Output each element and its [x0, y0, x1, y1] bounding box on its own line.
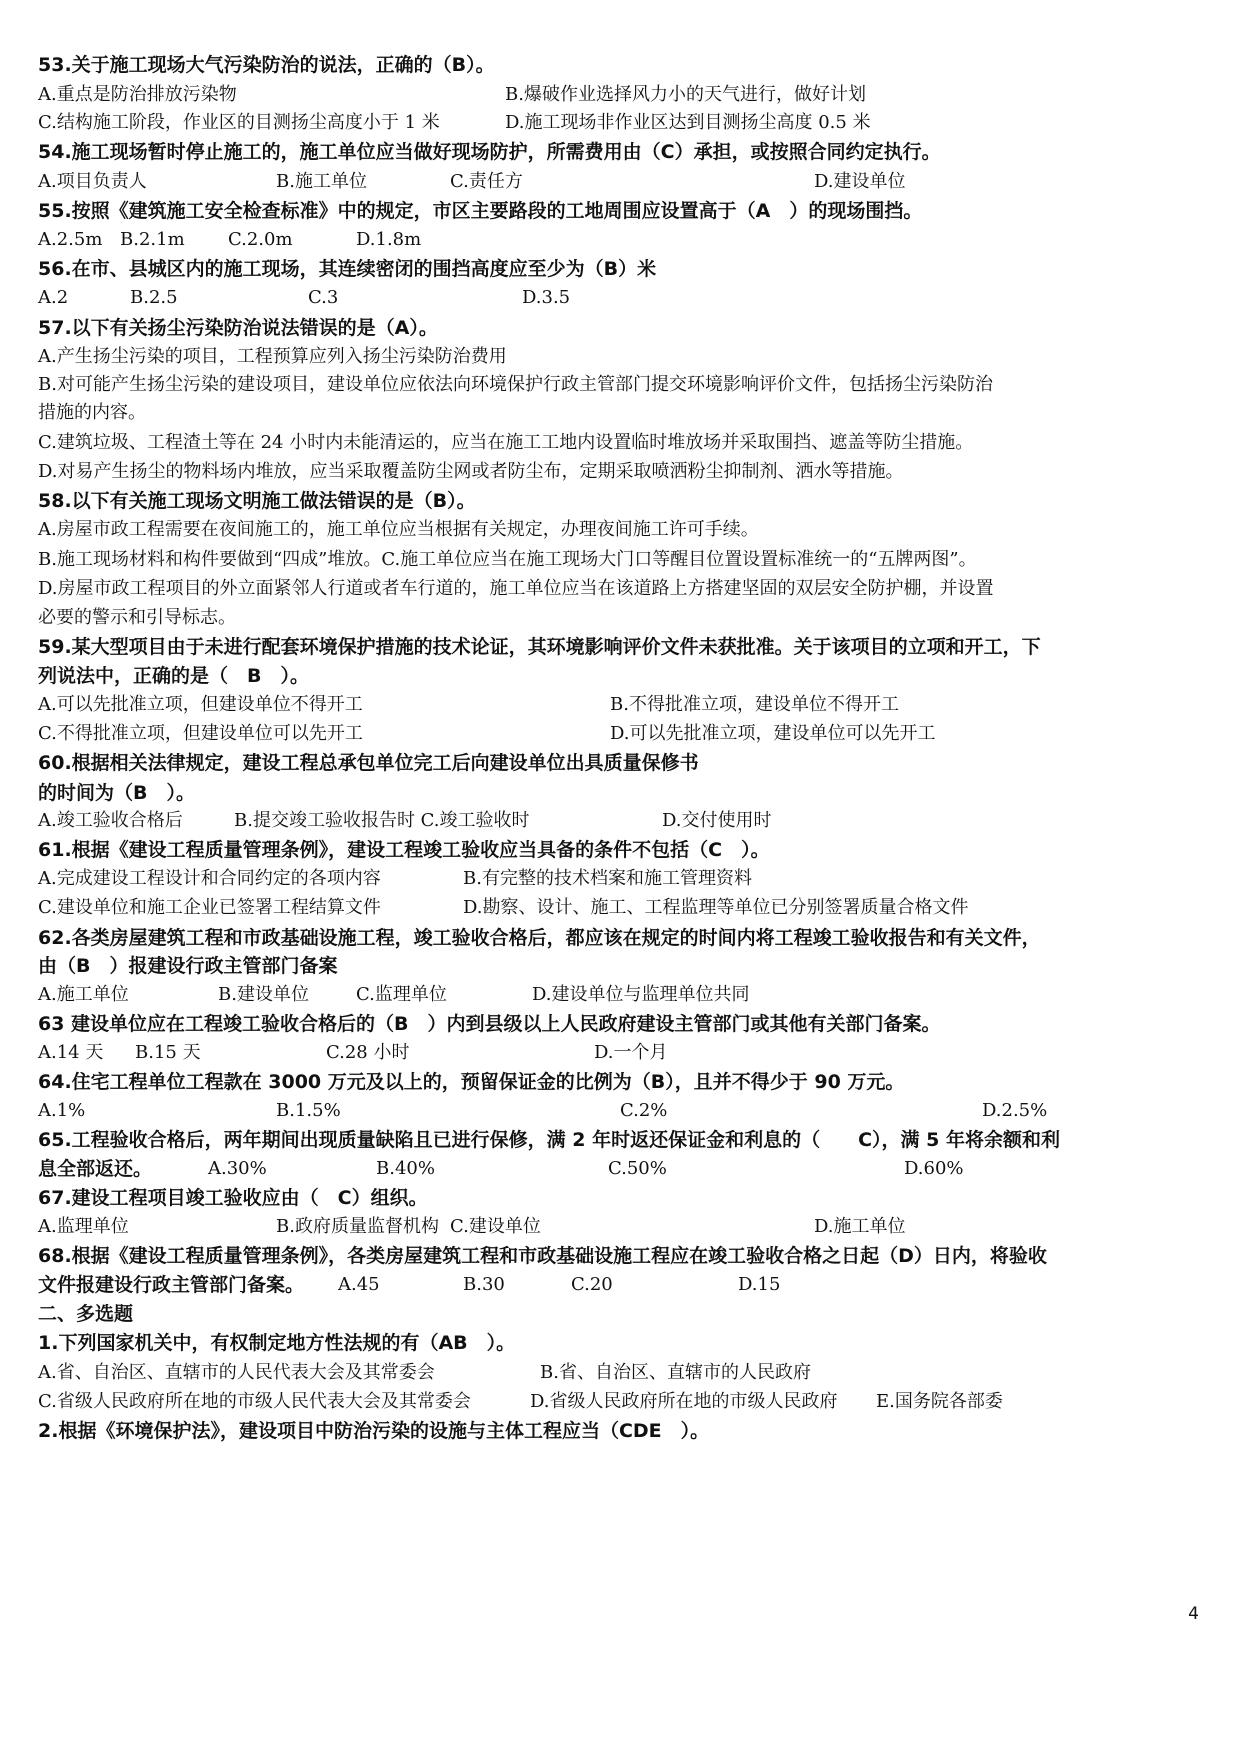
answer-option: B.省、自治区、直辖市的人民政府: [540, 1362, 811, 1383]
question-line: 1.下列国家机关中，有权制定地方性法规的有（AB ）。: [38, 1332, 516, 1354]
option-line: B.施工现场材料和构件要做到“四成”堆放。C.施工单位应当在施工现场大门口等醒目位置设置标准统一的“五牌两图”。: [38, 549, 977, 570]
answer-option: C.3: [308, 287, 339, 308]
question-line: 60.根据相关法律规定，建设工程总承包单位完工后向建设单位出具质量保修书: [38, 752, 699, 774]
answer-option: A.30%: [208, 1158, 267, 1179]
answer-option: C.2%: [620, 1100, 668, 1121]
question-line: 67.建设工程项目竣工验收应由（ C）组织。: [38, 1187, 428, 1209]
option-row: [38, 225, 1208, 255]
answer-option: A.14 天: [38, 1042, 104, 1063]
answer-option: C.建设单位和施工企业已签署工程结算文件: [38, 897, 381, 918]
answer-option: D.交付使用时: [662, 810, 772, 831]
question-line: 55.按照《建筑施工安全检查标准》中的规定，市区主要路段的工地周围应设置高于（A ）的现场围挡。: [38, 200, 923, 222]
option-row: [38, 1212, 1208, 1242]
answer-option: D.施工现场非作业区达到目测扬尘高度 0.5 米: [505, 112, 871, 133]
answer-option: A.45: [338, 1274, 380, 1295]
option-row: [38, 80, 1208, 110]
option-row: [38, 690, 1208, 720]
answer-option: A.2: [38, 287, 69, 308]
answer-option: D.一个月: [594, 1042, 668, 1063]
question-line: 62.各类房屋建筑工程和市政基础设施工程，竣工验收合格后，都应该在规定的时间内将工程竣工验收报告和有关文件，: [38, 927, 1041, 949]
answer-option: B.2.5: [130, 287, 178, 308]
option-row: [38, 719, 1208, 749]
answer-option: A.可以先批准立项，但建设单位不得开工: [38, 694, 363, 715]
answer-option: A.监理单位: [38, 1216, 129, 1237]
answer-option: C.监理单位: [356, 984, 447, 1005]
answer-option: B.2.1m: [120, 229, 185, 250]
option-line: D.对易产生扬尘的物料场内堆放，应当采取覆盖防尘网或者防尘布，定期采取喷洒粉尘抑制剂、洒水等措施。: [38, 461, 904, 482]
question-line: 65.工程验收合格后，两年期间出现质量缺陷且已进行保修，满 2 年时返还保证金和利息的（ C），满 5 年将余额和利: [38, 1129, 1061, 1151]
answer-option: D.3.5: [522, 287, 571, 308]
answer-option: B.建设单位: [218, 984, 309, 1005]
answer-option: A.1%: [38, 1100, 86, 1121]
answer-option: A.重点是防治排放污染物: [38, 84, 237, 105]
answer-option: D.2.5%: [982, 1100, 1048, 1121]
answer-option: D.1.8m: [356, 229, 422, 250]
question-line-with-options: [38, 1154, 1208, 1184]
question-line: 61.根据《建设工程质量管理条例》，建设工程竣工验收应当具备的条件不包括（C ）。: [38, 839, 770, 861]
answer-option: B.有完整的技术档案和施工管理资料: [463, 868, 752, 889]
answer-option: A.完成建设工程设计和合同约定的各项内容: [38, 868, 381, 889]
answer-option: C.20: [571, 1274, 613, 1295]
answer-option: C.28 小时: [326, 1042, 410, 1063]
option-row: [38, 1038, 1208, 1068]
question-line: 64.住宅工程单位工程款在 3000 万元及以上的，预留保证金的比例为（B），且并不得少于 90 万元。: [38, 1071, 905, 1093]
option-row: [38, 1387, 1208, 1417]
question-line: 的时间为（B ）。: [38, 782, 195, 804]
option-row: [38, 167, 1208, 197]
option-row: [38, 283, 1208, 313]
answer-option: D.60%: [904, 1158, 964, 1179]
question-line: 二、多选题: [38, 1303, 134, 1325]
option-line: 必要的警示和引导标志。: [38, 607, 236, 628]
answer-option: D.建设单位: [814, 171, 906, 192]
answer-option: D.省级人民政府所在地的市级人民政府: [530, 1391, 838, 1412]
question-line: 列说法中，正确的是（ B ）。: [38, 665, 309, 687]
question-line: 2.根据《环境保护法》，建设项目中防治污染的设施与主体工程应当（CDE ）。: [38, 1420, 710, 1442]
answer-option: D.施工单位: [814, 1216, 906, 1237]
answer-option: A.竣工验收合格后: [38, 810, 183, 831]
answer-option: A.项目负责人: [38, 171, 147, 192]
answer-option: B.提交竣工验收报告时 C.竣工验收时: [234, 810, 530, 831]
answer-option: D.勘察、设计、施工、工程监理等单位已分别签署质量合格文件: [463, 897, 969, 918]
answer-option: C.省级人民政府所在地的市级人民代表大会及其常委会: [38, 1391, 471, 1412]
answer-option: B.30: [463, 1274, 505, 1295]
answer-option: B.政府质量监督机构: [276, 1216, 439, 1237]
option-row: [38, 893, 1208, 923]
option-row: [38, 1358, 1208, 1388]
question-line: 57.以下有关扬尘污染防治说法错误的是（A）。: [38, 317, 438, 339]
question-line: 56.在市、县城区内的施工现场，其连续密闭的围挡高度应至少为（B）米: [38, 258, 657, 280]
option-line: A.房屋市政工程需要在夜间施工的，施工单位应当根据有关规定，办理夜间施工许可手续。: [38, 519, 759, 540]
question-line: 由（B ）报建设行政主管部门备案: [38, 955, 338, 977]
answer-option: C.不得批准立项，但建设单位可以先开工: [38, 723, 363, 744]
answer-option: B.15 天: [135, 1042, 201, 1063]
answer-option: D.15: [738, 1274, 781, 1295]
question-line: 53.关于施工现场大气污染防治的说法，正确的（B）。: [38, 54, 495, 76]
option-row: [38, 108, 1208, 138]
question-line: 68.根据《建设工程质量管理条例》，各类房屋建筑工程和市政基础设施工程应在竣工验收合格之日起（D）日内，将验收: [38, 1245, 1047, 1267]
answer-option: C.2.0m: [228, 229, 293, 250]
answer-option: B.爆破作业选择风力小的天气进行，做好计划: [505, 84, 866, 105]
question-line: 59.某大型项目由于未进行配套环境保护措施的技术论证，其环境影响评价文件未获批准。关于该项目的立项和开工，下: [38, 636, 1041, 658]
answer-option: B.1.5%: [276, 1100, 341, 1121]
question-line: 63 建设单位应在工程竣工验收合格后的（B ）内到县级以上人民政府建设主管部门或其他有关部门备案。: [38, 1013, 941, 1035]
option-row: [38, 864, 1208, 894]
option-line: C.建筑垃圾、工程渣土等在 24 小时内未能清运的，应当在施工工地内设置临时堆放场并采取围挡、遮盖等防尘措施。: [38, 432, 974, 453]
answer-option: B.40%: [376, 1158, 435, 1179]
answer-option: B.施工单位: [276, 171, 367, 192]
question-line-with-options: [38, 1270, 1208, 1300]
question-tail: 息全部返还。: [38, 1158, 153, 1180]
option-row: [38, 1096, 1208, 1126]
page-number: 4: [1188, 1604, 1199, 1624]
option-line: D.房屋市政工程项目的外立面紧邻人行道或者车行道的，施工单位应当在该道路上方搭建坚固的双层安全防护棚，并设置: [38, 578, 994, 599]
answer-option: E.国务院各部委: [876, 1391, 1003, 1412]
question-line: 54.施工现场暂时停止施工的，施工单位应当做好现场防护，所需费用由（C）承担，或按照合同约定执行。: [38, 141, 941, 163]
option-row: [38, 980, 1208, 1010]
answer-option: D.可以先批准立项，建设单位可以先开工: [610, 723, 936, 744]
option-row: [38, 806, 1208, 836]
answer-option: D.建设单位与监理单位共同: [532, 984, 750, 1005]
answer-option: C.建设单位: [450, 1216, 541, 1237]
question-line: 58.以下有关施工现场文明施工做法错误的是（B）。: [38, 490, 476, 512]
question-tail: 文件报建设行政主管部门备案。: [38, 1274, 305, 1296]
answer-option: A.2.5m: [38, 229, 103, 250]
answer-option: A.省、自治区、直辖市的人民代表大会及其常委会: [38, 1362, 435, 1383]
answer-option: C.50%: [608, 1158, 667, 1179]
answer-option: A.施工单位: [38, 984, 129, 1005]
answer-option: C.结构施工阶段，作业区的目测扬尘高度小于 1 米: [38, 112, 440, 133]
option-line: 措施的内容。: [38, 402, 146, 423]
option-line: A.产生扬尘污染的项目，工程预算应列入扬尘污染防治费用: [38, 346, 507, 367]
answer-option: C.责任方: [450, 171, 523, 192]
answer-option: B.不得批准立项，建设单位不得开工: [610, 694, 899, 715]
option-line: B.对可能产生扬尘污染的建设项目，建设单位应依法向环境保护行政主管部门提交环境影响评价文件，包括扬尘污染防治: [38, 374, 993, 395]
